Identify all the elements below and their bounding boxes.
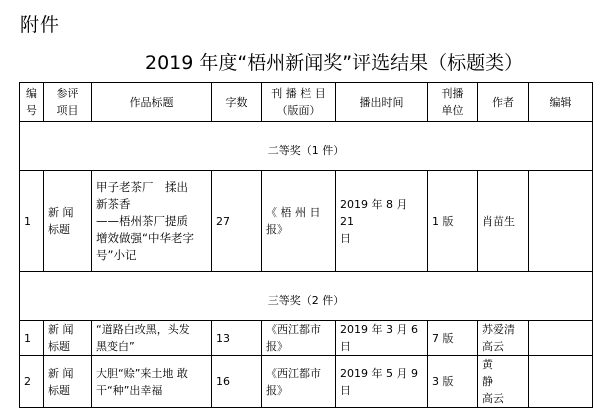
header-no: 编 号 [20,83,44,122]
header-editor: 编辑 [529,83,593,122]
table-row [20,356,593,408]
cell-author: 肖苗生 [478,171,529,272]
section-heading-third-prize: 三等奖（2 件） [20,272,593,321]
page-title: 2019 年度“梧州新闻奖”评选结果（标题类） [145,52,524,74]
cell-no: 2 [20,356,44,408]
header-publish-time: 播出时间 [336,83,428,122]
cell-no: 1 [20,171,44,272]
section-heading-second-prize: 二等奖（1 件） [20,122,593,171]
cell-category: 新 闻 标题 [44,171,92,272]
cell-column: 《西江都市 报》 [262,321,336,356]
table-header-row [20,83,593,122]
cell-column: 《西江都市 报》 [262,356,336,408]
header-author: 作者 [478,83,529,122]
cell-column: 《 梧 州 日 报》 [262,171,336,272]
cell-word-count: 16 [212,356,262,408]
cell-editor [529,321,593,356]
cell-no: 1 [20,321,44,356]
cell-word-count: 13 [212,321,262,356]
attachment-label: 附件 [20,14,61,36]
cell-category: 新 闻 标题 [44,356,92,408]
section-row [20,122,593,171]
header-word-count: 字数 [212,83,262,122]
cell-word-count: 27 [212,171,262,272]
header-page: 刊播 单位 [428,83,478,122]
cell-category: 新 闻 标题 [44,321,92,356]
cell-author: 苏爱清 高云 [478,321,529,356]
table-row [20,321,593,356]
cell-page: 7 版 [428,321,478,356]
table-row [20,171,593,272]
cell-publish-time: 2019 年 5 月 9 日 [336,356,428,408]
header-column: 刊 播 栏 目 （版面） [262,83,336,122]
results-table [19,82,593,408]
section-row [20,272,593,321]
cell-work-title: “道路白改黑，头发 黑变白” [92,321,212,356]
cell-publish-time: 2019 年 3 月 6 日 [336,321,428,356]
cell-work-title: 大胆“赊”来土地 敢 干“种”出幸福 [92,356,212,408]
cell-page: 1 版 [428,171,478,272]
cell-work-title: 甲子老茶厂 揉出 新茶香 ——梧州茶厂提质 增效做强“中华老字 号”小记 [92,171,212,272]
cell-editor [529,171,593,272]
cell-editor [529,356,593,408]
cell-page: 3 版 [428,356,478,408]
header-work-title: 作品标题 [92,83,212,122]
header-category: 参评 项目 [44,83,92,122]
cell-author: 黄 静 高云 [478,356,529,408]
cell-publish-time: 2019 年 8 月 21 日 [336,171,428,272]
